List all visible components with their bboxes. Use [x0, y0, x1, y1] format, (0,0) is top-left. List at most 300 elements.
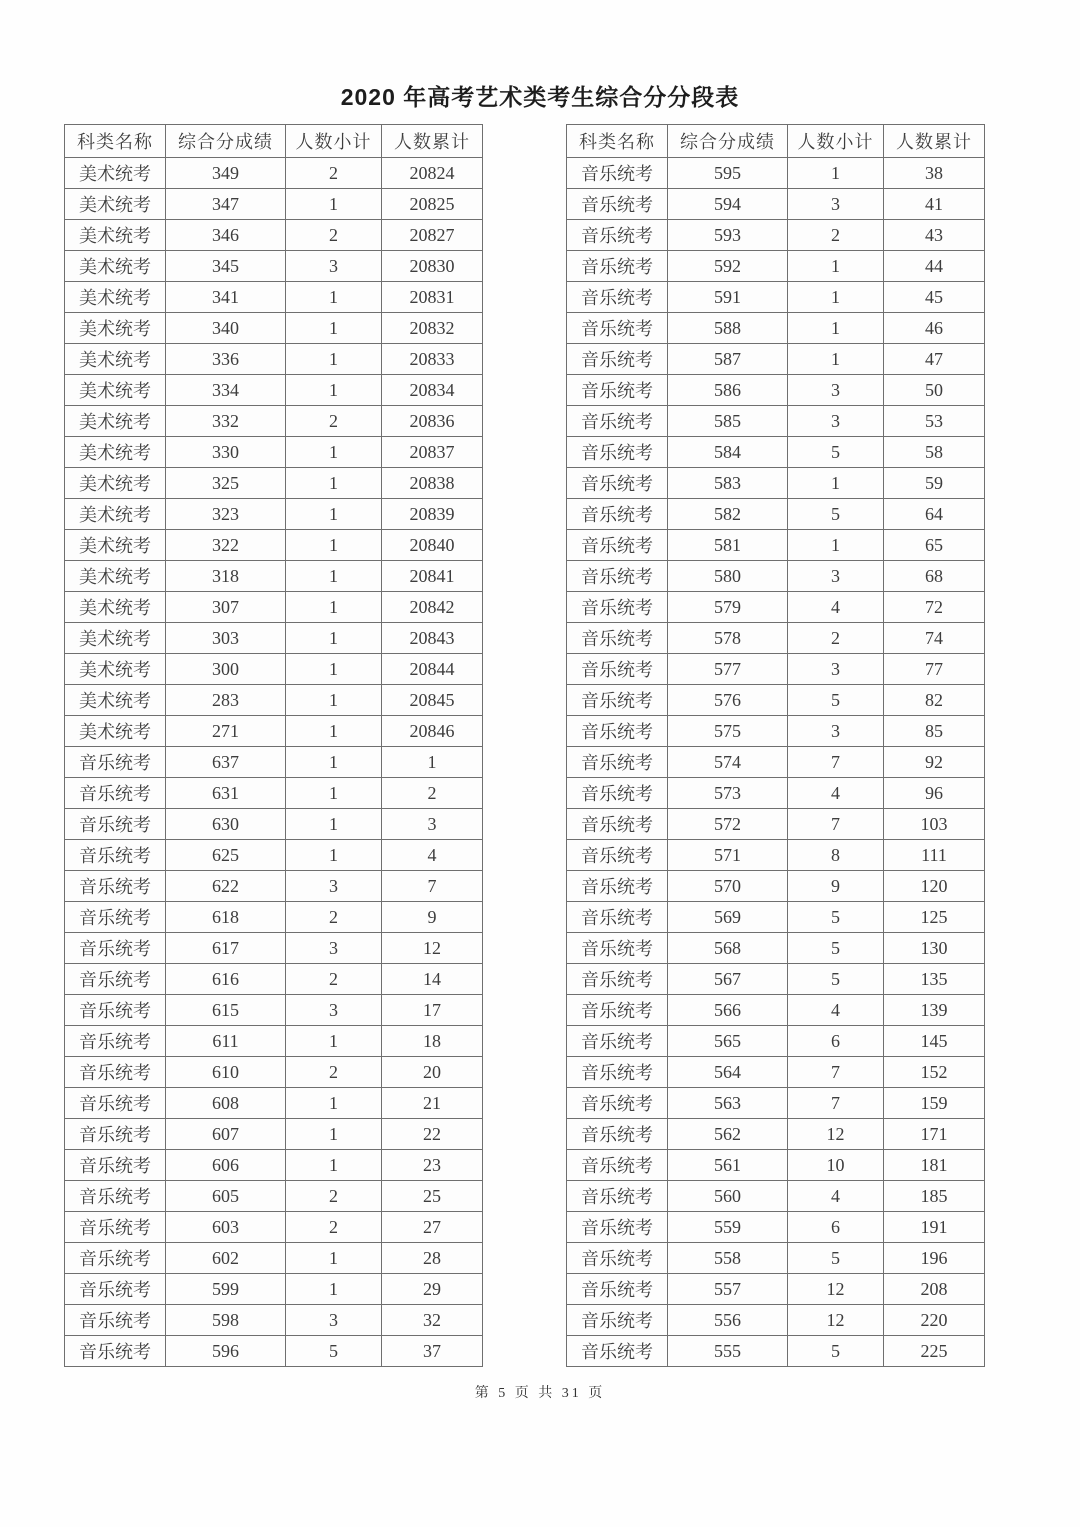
cumulative-cell: 44 [884, 251, 985, 282]
table-row [567, 1305, 985, 1336]
table-row [65, 1119, 483, 1150]
score-cell: 565 [668, 1026, 788, 1057]
table-row [567, 375, 985, 406]
category-cell: 音乐统考 [567, 1150, 668, 1181]
category-cell: 音乐统考 [65, 1181, 166, 1212]
category-cell: 美术统考 [65, 561, 166, 592]
category-cell: 美术统考 [65, 406, 166, 437]
subtotal-cell: 3 [788, 716, 884, 747]
category-cell: 音乐统考 [65, 964, 166, 995]
score-cell: 625 [166, 840, 286, 871]
score-cell: 599 [166, 1274, 286, 1305]
table-row [65, 902, 483, 933]
table-row [65, 1212, 483, 1243]
cumulative-cell: 185 [884, 1181, 985, 1212]
category-cell: 音乐统考 [567, 1243, 668, 1274]
score-cell: 564 [668, 1057, 788, 1088]
cumulative-cell: 20827 [382, 220, 483, 251]
table-row [65, 406, 483, 437]
table-row [567, 995, 985, 1026]
category-cell: 音乐统考 [567, 1212, 668, 1243]
score-cell: 581 [668, 530, 788, 561]
cumulative-cell: 152 [884, 1057, 985, 1088]
subtotal-cell: 2 [286, 158, 382, 189]
cumulative-cell: 125 [884, 902, 985, 933]
subtotal-cell: 1 [788, 530, 884, 561]
cumulative-cell: 65 [884, 530, 985, 561]
cumulative-cell: 3 [382, 809, 483, 840]
column-header: 科类名称 [567, 125, 668, 158]
score-cell: 560 [668, 1181, 788, 1212]
subtotal-cell: 8 [788, 840, 884, 871]
category-cell: 美术统考 [65, 220, 166, 251]
category-cell: 美术统考 [65, 344, 166, 375]
category-cell: 音乐统考 [567, 995, 668, 1026]
subtotal-cell: 1 [286, 1026, 382, 1057]
category-cell: 音乐统考 [567, 437, 668, 468]
cumulative-cell: 29 [382, 1274, 483, 1305]
score-cell: 573 [668, 778, 788, 809]
subtotal-cell: 5 [286, 1336, 382, 1367]
cumulative-cell: 20 [382, 1057, 483, 1088]
category-cell: 美术统考 [65, 716, 166, 747]
cumulative-cell: 20840 [382, 530, 483, 561]
category-cell: 音乐统考 [567, 654, 668, 685]
score-cell: 574 [668, 747, 788, 778]
cumulative-cell: 43 [884, 220, 985, 251]
category-cell: 音乐统考 [65, 1212, 166, 1243]
table-row [567, 1243, 985, 1274]
category-cell: 音乐统考 [65, 809, 166, 840]
subtotal-cell: 1 [286, 1274, 382, 1305]
table-row [567, 561, 985, 592]
score-cell: 271 [166, 716, 286, 747]
category-cell: 音乐统考 [65, 778, 166, 809]
subtotal-cell: 4 [788, 1181, 884, 1212]
cumulative-cell: 38 [884, 158, 985, 189]
cumulative-cell: 96 [884, 778, 985, 809]
table-row [567, 499, 985, 530]
subtotal-cell: 6 [788, 1212, 884, 1243]
subtotal-cell: 1 [286, 809, 382, 840]
category-cell: 音乐统考 [567, 1026, 668, 1057]
table-row [567, 964, 985, 995]
subtotal-cell: 1 [286, 1150, 382, 1181]
category-cell: 音乐统考 [567, 468, 668, 499]
table-row [567, 530, 985, 561]
category-cell: 音乐统考 [567, 778, 668, 809]
table-row [567, 189, 985, 220]
category-cell: 音乐统考 [567, 158, 668, 189]
header-row [567, 125, 985, 158]
cumulative-cell: 111 [884, 840, 985, 871]
cumulative-cell: 9 [382, 902, 483, 933]
table-row [65, 778, 483, 809]
cumulative-cell: 225 [884, 1336, 985, 1367]
subtotal-cell: 2 [286, 1212, 382, 1243]
table-row [65, 933, 483, 964]
table-row [65, 282, 483, 313]
score-cell: 318 [166, 561, 286, 592]
table-row [65, 251, 483, 282]
table-row [65, 809, 483, 840]
subtotal-cell: 6 [788, 1026, 884, 1057]
score-cell: 582 [668, 499, 788, 530]
score-cell: 341 [166, 282, 286, 313]
cumulative-cell: 37 [382, 1336, 483, 1367]
cumulative-cell: 22 [382, 1119, 483, 1150]
cumulative-cell: 220 [884, 1305, 985, 1336]
category-cell: 美术统考 [65, 623, 166, 654]
score-cell: 622 [166, 871, 286, 902]
category-cell: 音乐统考 [567, 747, 668, 778]
table-row [567, 809, 985, 840]
category-cell: 音乐统考 [65, 902, 166, 933]
category-cell: 音乐统考 [65, 933, 166, 964]
category-cell: 音乐统考 [65, 1305, 166, 1336]
subtotal-cell: 1 [286, 778, 382, 809]
table-row [567, 251, 985, 282]
subtotal-cell: 3 [788, 406, 884, 437]
cumulative-cell: 58 [884, 437, 985, 468]
subtotal-cell: 1 [286, 468, 382, 499]
score-cell: 607 [166, 1119, 286, 1150]
subtotal-cell: 5 [788, 437, 884, 468]
category-cell: 音乐统考 [65, 1150, 166, 1181]
table-row [65, 840, 483, 871]
category-cell: 美术统考 [65, 375, 166, 406]
cumulative-cell: 20846 [382, 716, 483, 747]
category-cell: 音乐统考 [65, 1088, 166, 1119]
category-cell: 音乐统考 [567, 1119, 668, 1150]
cumulative-cell: 130 [884, 933, 985, 964]
subtotal-cell: 1 [286, 716, 382, 747]
category-cell: 音乐统考 [65, 747, 166, 778]
table-row [567, 1088, 985, 1119]
cumulative-cell: 20834 [382, 375, 483, 406]
cumulative-cell: 7 [382, 871, 483, 902]
cumulative-cell: 20841 [382, 561, 483, 592]
table-row [567, 220, 985, 251]
table-row [567, 778, 985, 809]
category-cell: 音乐统考 [567, 1057, 668, 1088]
category-cell: 音乐统考 [567, 871, 668, 902]
subtotal-cell: 3 [286, 1305, 382, 1336]
cumulative-cell: 68 [884, 561, 985, 592]
table-row [567, 902, 985, 933]
table-row [65, 1057, 483, 1088]
subtotal-cell: 5 [788, 1336, 884, 1367]
subtotal-cell: 3 [788, 654, 884, 685]
score-cell: 568 [668, 933, 788, 964]
score-cell: 588 [668, 313, 788, 344]
subtotal-cell: 2 [286, 902, 382, 933]
category-cell: 音乐统考 [567, 685, 668, 716]
score-cell: 556 [668, 1305, 788, 1336]
table-row [65, 375, 483, 406]
table-row [567, 933, 985, 964]
score-cell: 631 [166, 778, 286, 809]
subtotal-cell: 1 [286, 592, 382, 623]
page-footer: 第 5 页 共 31 页 [474, 1386, 606, 1401]
subtotal-cell: 4 [788, 778, 884, 809]
cumulative-cell: 47 [884, 344, 985, 375]
score-cell: 579 [668, 592, 788, 623]
score-cell: 332 [166, 406, 286, 437]
cumulative-cell: 17 [382, 995, 483, 1026]
cumulative-cell: 59 [884, 468, 985, 499]
subtotal-cell: 1 [286, 282, 382, 313]
subtotal-cell: 2 [286, 1181, 382, 1212]
table-row [65, 964, 483, 995]
table-row [567, 282, 985, 313]
table-row [65, 1243, 483, 1274]
subtotal-cell: 5 [788, 933, 884, 964]
cumulative-cell: 139 [884, 995, 985, 1026]
table-row [567, 1274, 985, 1305]
cumulative-cell: 53 [884, 406, 985, 437]
table-row [65, 747, 483, 778]
subtotal-cell: 1 [788, 282, 884, 313]
subtotal-cell: 1 [286, 344, 382, 375]
cumulative-cell: 77 [884, 654, 985, 685]
score-cell: 557 [668, 1274, 788, 1305]
cumulative-cell: 46 [884, 313, 985, 344]
cumulative-cell: 82 [884, 685, 985, 716]
category-cell: 音乐统考 [567, 189, 668, 220]
score-cell: 340 [166, 313, 286, 344]
table-row [65, 654, 483, 685]
score-cell: 592 [668, 251, 788, 282]
column-header: 综合分成绩 [166, 125, 286, 158]
score-cell: 580 [668, 561, 788, 592]
category-cell: 音乐统考 [65, 871, 166, 902]
score-cell: 577 [668, 654, 788, 685]
subtotal-cell: 9 [788, 871, 884, 902]
subtotal-cell: 1 [286, 685, 382, 716]
category-cell: 音乐统考 [567, 375, 668, 406]
cumulative-cell: 20844 [382, 654, 483, 685]
column-header: 人数小计 [286, 125, 382, 158]
score-cell: 578 [668, 623, 788, 654]
score-cell: 605 [166, 1181, 286, 1212]
category-cell: 音乐统考 [567, 499, 668, 530]
subtotal-cell: 2 [286, 220, 382, 251]
score-cell: 598 [166, 1305, 286, 1336]
subtotal-cell: 7 [788, 1057, 884, 1088]
table-row [567, 871, 985, 902]
cumulative-cell: 191 [884, 1212, 985, 1243]
cumulative-cell: 21 [382, 1088, 483, 1119]
category-cell: 美术统考 [65, 437, 166, 468]
table-row [567, 158, 985, 189]
subtotal-cell: 1 [286, 499, 382, 530]
cumulative-cell: 20832 [382, 313, 483, 344]
subtotal-cell: 7 [788, 747, 884, 778]
column-header: 人数小计 [788, 125, 884, 158]
score-cell: 563 [668, 1088, 788, 1119]
score-cell: 630 [166, 809, 286, 840]
table-row [65, 530, 483, 561]
table-row [567, 437, 985, 468]
table-row [567, 592, 985, 623]
category-cell: 音乐统考 [567, 1181, 668, 1212]
cumulative-cell: 20838 [382, 468, 483, 499]
subtotal-cell: 1 [286, 747, 382, 778]
table-row [567, 344, 985, 375]
score-cell: 567 [668, 964, 788, 995]
table-row [65, 499, 483, 530]
category-cell: 音乐统考 [567, 840, 668, 871]
score-cell: 346 [166, 220, 286, 251]
page-title: 2020 年高考艺术类考生综合分分段表 [340, 84, 740, 110]
table-row [65, 1274, 483, 1305]
cumulative-cell: 20836 [382, 406, 483, 437]
score-cell: 637 [166, 747, 286, 778]
subtotal-cell: 1 [286, 1088, 382, 1119]
cumulative-cell: 12 [382, 933, 483, 964]
table-row [65, 623, 483, 654]
table-row [65, 1150, 483, 1181]
subtotal-cell: 2 [286, 406, 382, 437]
score-cell: 585 [668, 406, 788, 437]
category-cell: 音乐统考 [567, 313, 668, 344]
subtotal-cell: 1 [286, 530, 382, 561]
cumulative-cell: 20825 [382, 189, 483, 220]
subtotal-cell: 1 [286, 189, 382, 220]
subtotal-cell: 12 [788, 1119, 884, 1150]
score-cell: 559 [668, 1212, 788, 1243]
subtotal-cell: 2 [286, 964, 382, 995]
column-header: 人数累计 [884, 125, 985, 158]
table-row [567, 685, 985, 716]
table-row [65, 1336, 483, 1367]
category-cell: 美术统考 [65, 654, 166, 685]
score-cell: 336 [166, 344, 286, 375]
category-cell: 美术统考 [65, 282, 166, 313]
subtotal-cell: 1 [788, 344, 884, 375]
cumulative-cell: 20839 [382, 499, 483, 530]
score-cell: 576 [668, 685, 788, 716]
table-row [65, 437, 483, 468]
category-cell: 音乐统考 [567, 716, 668, 747]
score-cell: 606 [166, 1150, 286, 1181]
score-table-right [566, 124, 985, 1367]
column-header: 人数累计 [382, 125, 483, 158]
cumulative-cell: 20824 [382, 158, 483, 189]
table-row [567, 623, 985, 654]
subtotal-cell: 7 [788, 1088, 884, 1119]
subtotal-cell: 3 [286, 871, 382, 902]
table-row [65, 995, 483, 1026]
subtotal-cell: 12 [788, 1274, 884, 1305]
cumulative-cell: 28 [382, 1243, 483, 1274]
table-row [65, 871, 483, 902]
table-row [567, 1026, 985, 1057]
category-cell: 音乐统考 [65, 1119, 166, 1150]
subtotal-cell: 1 [286, 313, 382, 344]
cumulative-cell: 20830 [382, 251, 483, 282]
score-cell: 347 [166, 189, 286, 220]
score-cell: 572 [668, 809, 788, 840]
category-cell: 音乐统考 [65, 995, 166, 1026]
score-cell: 593 [668, 220, 788, 251]
score-cell: 603 [166, 1212, 286, 1243]
score-cell: 334 [166, 375, 286, 406]
score-cell: 555 [668, 1336, 788, 1367]
category-cell: 音乐统考 [567, 1336, 668, 1367]
subtotal-cell: 4 [788, 592, 884, 623]
score-cell: 345 [166, 251, 286, 282]
table-row [567, 313, 985, 344]
cumulative-cell: 159 [884, 1088, 985, 1119]
cumulative-cell: 41 [884, 189, 985, 220]
category-cell: 音乐统考 [65, 1026, 166, 1057]
subtotal-cell: 2 [788, 623, 884, 654]
cumulative-cell: 2 [382, 778, 483, 809]
subtotal-cell: 1 [286, 654, 382, 685]
cumulative-cell: 4 [382, 840, 483, 871]
subtotal-cell: 12 [788, 1305, 884, 1336]
cumulative-cell: 20833 [382, 344, 483, 375]
table-row [567, 1181, 985, 1212]
score-cell: 303 [166, 623, 286, 654]
score-cell: 561 [668, 1150, 788, 1181]
category-cell: 音乐统考 [65, 1274, 166, 1305]
score-cell: 587 [668, 344, 788, 375]
score-cell: 595 [668, 158, 788, 189]
table-row [65, 1305, 483, 1336]
table-row [567, 1336, 985, 1367]
header-row [65, 125, 483, 158]
table-row [65, 685, 483, 716]
cumulative-cell: 1 [382, 747, 483, 778]
table-row [65, 158, 483, 189]
category-cell: 音乐统考 [567, 1274, 668, 1305]
score-cell: 300 [166, 654, 286, 685]
cumulative-cell: 208 [884, 1274, 985, 1305]
score-cell: 591 [668, 282, 788, 313]
subtotal-cell: 3 [788, 189, 884, 220]
subtotal-cell: 5 [788, 685, 884, 716]
subtotal-cell: 5 [788, 499, 884, 530]
category-cell: 音乐统考 [65, 1243, 166, 1274]
category-cell: 音乐统考 [567, 251, 668, 282]
score-cell: 586 [668, 375, 788, 406]
subtotal-cell: 3 [286, 251, 382, 282]
category-cell: 音乐统考 [567, 623, 668, 654]
cumulative-cell: 14 [382, 964, 483, 995]
category-cell: 音乐统考 [567, 561, 668, 592]
score-cell: 322 [166, 530, 286, 561]
subtotal-cell: 5 [788, 1243, 884, 1274]
score-cell: 617 [166, 933, 286, 964]
score-cell: 558 [668, 1243, 788, 1274]
category-cell: 音乐统考 [567, 902, 668, 933]
cumulative-cell: 181 [884, 1150, 985, 1181]
score-cell: 569 [668, 902, 788, 933]
subtotal-cell: 2 [788, 220, 884, 251]
score-cell: 611 [166, 1026, 286, 1057]
subtotal-cell: 1 [286, 1243, 382, 1274]
score-cell: 615 [166, 995, 286, 1026]
table-row [567, 716, 985, 747]
category-cell: 音乐统考 [567, 344, 668, 375]
category-cell: 美术统考 [65, 530, 166, 561]
table-row [567, 654, 985, 685]
table-row [65, 313, 483, 344]
cumulative-cell: 72 [884, 592, 985, 623]
